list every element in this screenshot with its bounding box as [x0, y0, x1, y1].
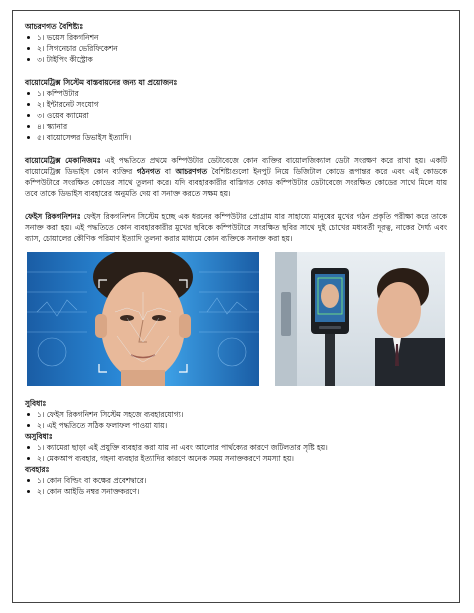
features-list	[25, 32, 447, 65]
list-item: ৩। ওয়েব ক্যামেরা	[25, 110, 447, 121]
usage-heading: ব্যবহারঃ	[25, 465, 50, 474]
mechanism-bold: আচরণগত	[175, 167, 208, 176]
list-item: ১। ভয়েস রিকগনিশন	[25, 32, 447, 43]
list-item: ২। মেকআপ ব্যবহার, গহনা ব্যবহার ইত্যাদির কারণে অনেক সময় সনাক্তকরণে সমস্যা হয়।	[25, 453, 447, 464]
list-item: ২। ইন্টারনেট সংযোগ	[25, 99, 447, 110]
mechanism-text: বৈশিষ্ট্যগুলো ইনপুট নিয়ে ডিজিটাল কোডে রূপান্তর করে এবং এই কোডকে কম্পিউটারে সংরক্ষিত কোডের সাথে তুলনা করে। যদি ব্যবহারকারীর বাস্তিগত কোড কম্পিউটার ডেটাবেজে সংরক্ষিত কোডের সাথে মিলে যায় তবে তাকে ডিভাইস ব্যবহারের অনুমতি দেয় বা সনাক্ত করতে সক্ষম হয়।	[25, 167, 447, 198]
mechanism-bold: গঠনগত	[136, 167, 161, 176]
list-item: ২। কোন আইডি নম্বর সনাক্তকরণে।	[25, 486, 447, 497]
advantages-heading: সুবিধাঃ	[25, 399, 47, 408]
mechanism-text: বা	[160, 167, 176, 176]
face-text: ফেইস রিকগনিশন সিস্টেম হচ্ছে এক ধরনের কম্পিউটার প্রোগ্রাম যার সাহায্যে মানুষের মুখের গঠন প্রকৃতি পরীক্ষা করে তাকে সনাক্ত করা হয়। এই পদ্ধতিতে কোন ব্যবহারকারীর মুখের ছবিকে কম্পিউটারে সংরক্ষিত ছবির সাথে দুই চোখের মধ্যবর্তী দূরত্ব, নাকের দৈর্ঘ্য এবং ব্যাস, চোয়ালের কৌণিক পরিমাণ ইত্যাদি তুলনা করার মাধ্যমে কোন ব্যক্তিকে সনাক্ত করা হয়।	[25, 212, 447, 243]
list-item: ১। কোন বিল্ডিং বা কক্ষের প্রবেশদ্বারে।	[25, 475, 447, 486]
list-item: ৩। টাইপিং কীস্ট্রোক	[25, 54, 447, 65]
mechanism-term: বায়োমেট্রিক্স মেকানিজমঃ	[25, 156, 101, 165]
document-page	[12, 10, 460, 603]
list-item: ১। ক্যামেরা ছাড়া এই প্রযুক্তি ব্যবহার করা যায় না এবং আলোর পার্থক্যের কারণে জটিলতার সৃষ্টি হয়।	[25, 442, 447, 453]
access-terminal-illustration	[275, 252, 445, 386]
disadvantages-list	[25, 442, 447, 464]
mechanism-text: এই পদ্ধতিতে প্রথমে কম্পিউটার ডেটাবেজে কোন ব্যক্তির বায়োলজিক্যাল ডেটা সংরক্ষণ করে রাখা হয়। একটি বায়োমেট্রিক্স ডিভাইস কোন ব্যক্তির	[25, 156, 447, 176]
features-heading: আচরণগত বৈশিষ্ট্যঃ	[25, 22, 84, 31]
list-item: ৫। বায়োসেন্সর ডিভাইস ইত্যাদি।	[25, 132, 447, 143]
requirements-heading: বায়োমেট্রিক্স সিস্টেম বাস্তবায়নের জন্য যা প্রয়োজনঃ	[25, 78, 178, 87]
list-item: ১। কম্পিউটার	[25, 88, 447, 99]
access-terminal-image	[275, 252, 445, 386]
requirements-list	[25, 88, 447, 143]
list-item: ২। সিগনেচার ভেরিফিকেশন	[25, 43, 447, 54]
face-paragraph	[25, 211, 447, 244]
mechanism-paragraph	[25, 155, 447, 199]
face-term: ফেইস রিকগনিশনঃ	[25, 212, 81, 221]
list-item: ৪। স্ক্যানার	[25, 121, 447, 132]
face-scan-illustration	[27, 252, 259, 386]
images-row	[25, 252, 447, 390]
usage-list	[25, 475, 447, 497]
list-item: ২। এই পদ্ধতিতে সঠিক ফলাফল পাওয়া যায়।	[25, 420, 447, 431]
list-item: ১। ফেইস রিকগনিশন সিস্টেম সহজে ব্যবহারযোগ্য।	[25, 409, 447, 420]
face-scan-image	[27, 252, 259, 386]
disadvantages-heading: অসুবিধাঃ	[25, 432, 53, 441]
advantages-list	[25, 409, 447, 431]
